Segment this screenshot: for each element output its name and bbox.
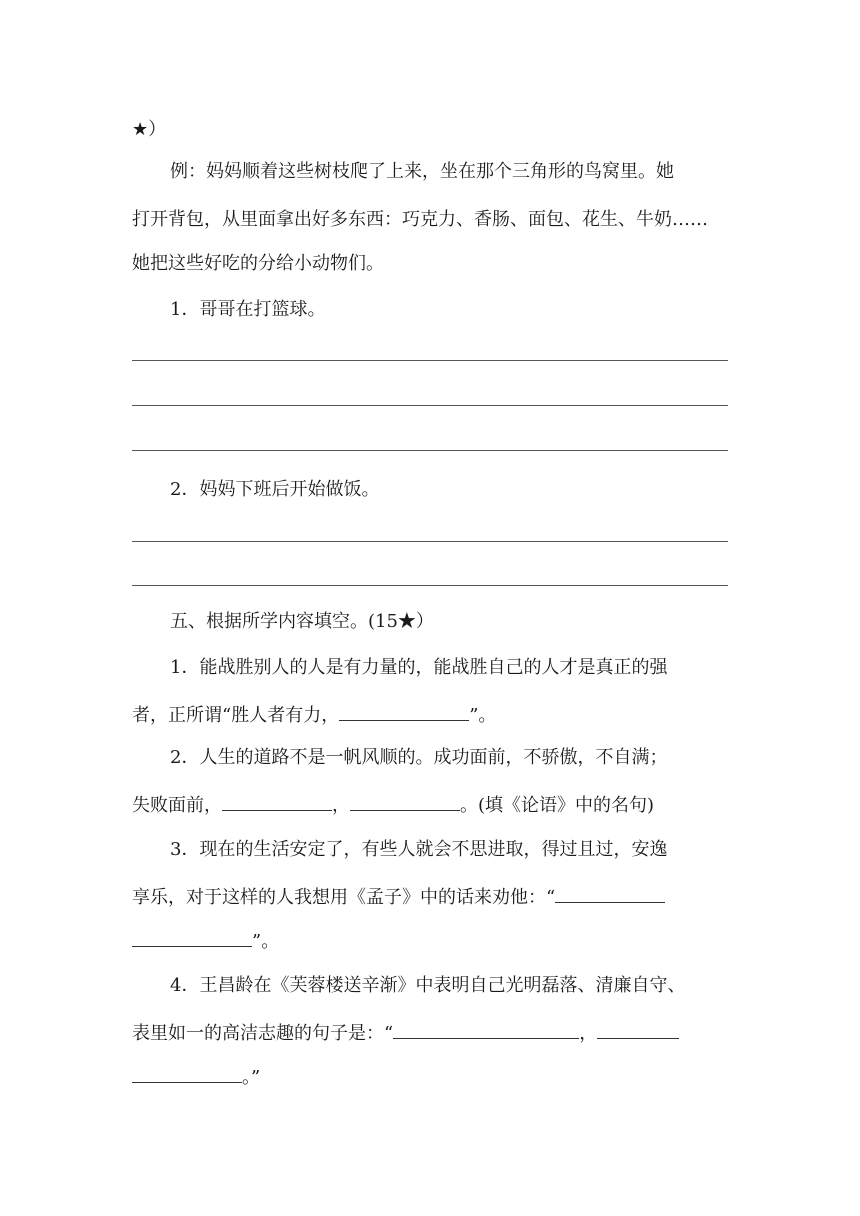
answer-line-2a[interactable] — [132, 541, 728, 542]
q1-line-2 — [132, 702, 728, 728]
q4-blank-2-part-1[interactable] — [597, 1020, 679, 1039]
q4-line-2 — [132, 1020, 728, 1046]
q1-line-1: 1．能战胜别人的人是有力量的，能战胜自己的人才是真正的强 — [170, 657, 668, 678]
page-fragment: ★） — [132, 119, 167, 140]
q3-blank-part-2[interactable] — [132, 928, 252, 947]
item-2-prompt: 2．妈妈下班后开始做饭。 — [170, 479, 380, 500]
answer-line-2b[interactable] — [132, 585, 728, 586]
example-line-3: 她把这些好吃的分给小动物们。 — [132, 253, 384, 274]
answer-line-1a[interactable] — [132, 360, 728, 361]
q1-text-after: ”。 — [469, 705, 497, 726]
q2-separator: ， — [332, 795, 350, 816]
q3-line-1: 3．现在的生活安定了，有些人就会不思进取，得过且过，安逸 — [170, 839, 668, 860]
q4-blank-1[interactable] — [393, 1020, 579, 1039]
q3-text-before: 享乐，对于这样的人我想用《孟子》中的话来劝他：“ — [132, 887, 556, 908]
q2-text-after: 。(填《论语》中的名句) — [460, 795, 655, 816]
q2-text-before: 失败面前， — [132, 795, 222, 816]
q4-separator: ， — [579, 1023, 598, 1044]
q4-text-before: 表里如一的高洁志趣的句子是：“ — [132, 1023, 394, 1044]
q1-blank[interactable] — [339, 702, 469, 721]
q4-line-3 — [132, 1064, 728, 1090]
section-5-heading: 五、根据所学内容填空。(15★） — [170, 611, 434, 632]
example-line-2: 打开背包，从里面拿出好多东西：巧克力、香肠、面包、花生、牛奶…… — [132, 209, 708, 230]
q2-blank-2[interactable] — [350, 792, 460, 811]
q4-blank-2-part-2[interactable] — [132, 1064, 242, 1083]
q3-text-after: ”。 — [252, 931, 280, 952]
q3-line-2 — [132, 884, 728, 910]
item-1-prompt: 1．哥哥在打篮球。 — [170, 299, 326, 320]
answer-line-1c[interactable] — [132, 450, 728, 451]
q3-blank-part-1[interactable] — [555, 884, 665, 903]
q2-line-1: 2．人生的道路不是一帆风顺的。成功面前，不骄傲，不自满； — [170, 747, 668, 768]
q4-text-after: 。” — [242, 1067, 261, 1088]
q4-line-1: 4．王昌龄在《芙蓉楼送辛渐》中表明自己光明磊落、清廉自守、 — [170, 975, 686, 996]
q3-line-3 — [132, 928, 728, 954]
q1-text-before: 者，正所谓“胜人者有力， — [132, 705, 340, 726]
answer-line-1b[interactable] — [132, 405, 728, 406]
q2-line-2 — [132, 792, 728, 818]
q2-blank-1[interactable] — [222, 792, 332, 811]
example-line-1: 例：妈妈顺着这些树枝爬了上来，坐在那个三角形的鸟窝里。她 — [170, 161, 674, 182]
